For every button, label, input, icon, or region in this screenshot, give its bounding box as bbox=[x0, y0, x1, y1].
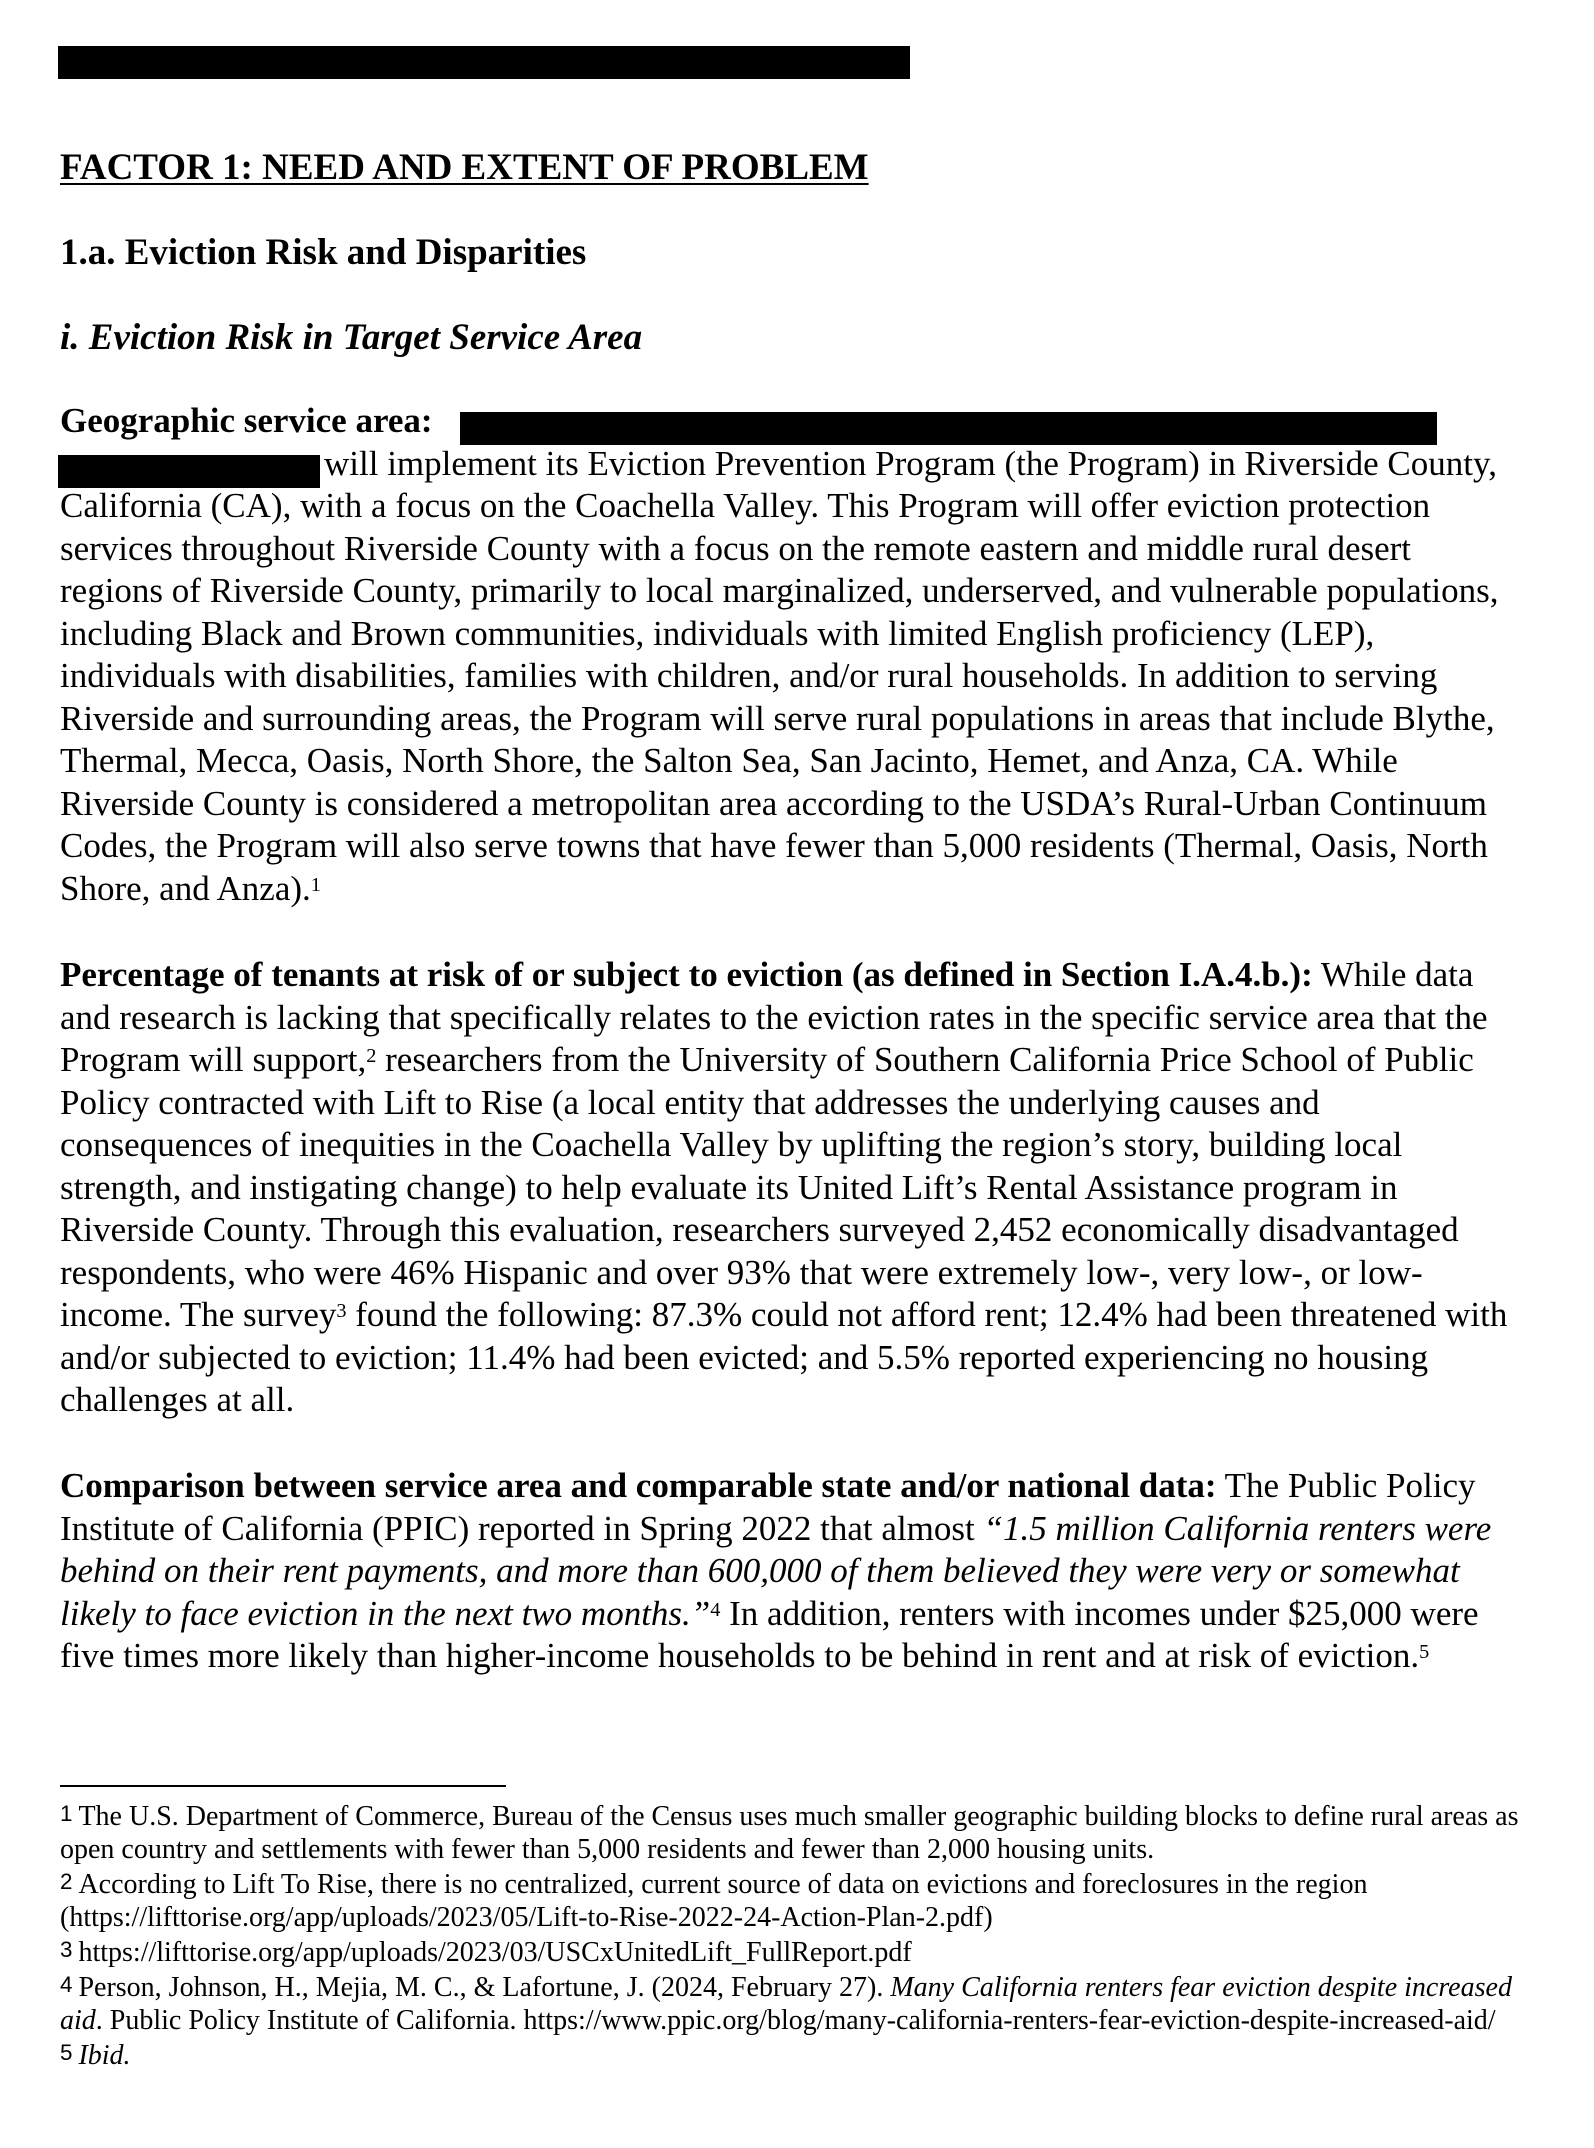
footnote-text-a: Person, Johnson, H., Mejia, M. C., & Lafortune, J. (2024, February 27). bbox=[78, 1972, 891, 2003]
comparison-text-b: In addition, renters with incomes under $25,000 were five times more likely than higher-income households to be behind in rent and at risk of eviction. bbox=[60, 1593, 1479, 1675]
subsection-heading: i. Eviction Risk in Target Service Area bbox=[60, 317, 643, 358]
redaction-bar-header bbox=[58, 46, 910, 79]
percentage-text-c: found the following: 87.3% could not afford rent; 12.4% had been threatened with and/or subjected to eviction; 11.4% had been evicted; and 5.5% reported experiencing no housing challenges at all. bbox=[60, 1295, 1508, 1419]
footnote-number: 3 bbox=[60, 1937, 73, 1962]
footnote-text: https://lifttorise.org/app/uploads/2023/03/USCxUnitedLift_FullReport.pdf bbox=[78, 1937, 912, 1968]
footnote-title: Many California renters fear eviction despite increased aid bbox=[60, 1972, 1512, 2036]
percentage-text-a: While data and research is lacking that specifically relates to the eviction rates in the specific service area that the Program will support, bbox=[60, 955, 1488, 1079]
footnote-number: 5 bbox=[60, 2040, 73, 2065]
percentage-at-risk-label: Percentage of tenants at risk of or subject to eviction (as defined in Section I.A.4.b.): bbox=[60, 955, 1313, 994]
geographic-service-area-label: Geographic service area: bbox=[60, 401, 433, 440]
percentage-at-risk-paragraph bbox=[60, 954, 1520, 1422]
footnote-ibid: Ibid. bbox=[78, 2040, 131, 2071]
ppic-quote: “1.5 million California renters were behind on their rent payments, and more than 600,000 of them believed they were very or somewhat likely to face eviction in the next two months.” bbox=[60, 1508, 1492, 1633]
factor-heading: FACTOR 1: NEED AND EXTENT OF PROBLEM bbox=[60, 147, 869, 188]
footnote-ref-3: 3 bbox=[336, 1300, 347, 1322]
footnote-1 bbox=[60, 1800, 1520, 1866]
comparison-text-a: The Public Policy Institute of California (PPIC) reported in Spring 2022 that almost bbox=[60, 1466, 1476, 1548]
footnote-text: According to Lift To Rise, there is no centralized, current source of data on evictions and foreclosures in the region (https://lifttorise.org/app/uploads/2023/05/Lift-to-Rise-2022-24-Action-Plan-2.pdf) bbox=[60, 1869, 1368, 1933]
section-heading: 1.a. Eviction Risk and Disparities bbox=[60, 232, 587, 273]
footnote-number: 4 bbox=[60, 1972, 73, 1997]
geographic-service-area-paragraph bbox=[60, 400, 1520, 910]
footnote-ref-4: 4 bbox=[710, 1598, 721, 1621]
footnote-5 bbox=[60, 2039, 1520, 2072]
footnote-ref-2: 2 bbox=[366, 1045, 377, 1067]
footnote-3 bbox=[60, 1936, 1520, 1969]
footnote-ref-5: 5 bbox=[1419, 1641, 1430, 1663]
footnote-2 bbox=[60, 1868, 1520, 1934]
footnote-4 bbox=[60, 1971, 1520, 2037]
footnote-text-b: . Public Policy Institute of California. https://www.ppic.org/blog/many-california-renters-fear-eviction-despite-increased-aid/ bbox=[95, 2005, 1496, 2036]
footnote-number: 1 bbox=[60, 1801, 73, 1826]
geographic-service-area-text: will implement its Eviction Prevention Program (the Program) in Riverside County, California (CA), with a focus on the Coachella Valley. This Program will offer eviction protection services throughout Riverside County with a focus on the remote eastern and middle rural desert regions of Riverside County, primarily to local marginalized, underserved, and vulnerable populations, including Black and Brown communities, individuals with limited English proficiency (LEP), individuals with disabilities, families with children, and/or rural households. In addition to serving Riverside and surrounding areas, the Program will serve rural populations in areas that include Blythe, Thermal, Mecca, Oasis, North Shore, the Salton Sea, San Jacinto, Hemet, and Anza, CA. While Riverside County is considered a metropolitan area according to the USDA’s Rural-Urban Continuum Codes, the Program will also serve towns that have fewer than 5,000 residents (Thermal, Oasis, North Shore, and Anza). bbox=[60, 443, 1499, 908]
redaction-spacer bbox=[60, 465, 324, 475]
percentage-text-b: researchers from the University of Southern California Price School of Public Policy contracted with Lift to Rise (a local entity that addresses the underlying causes and consequences of inequities in the Coachella Valley by uplifting the region’s story, building local strength, and instigating change) to help evaluate its United Lift’s Rental Assistance program in Riverside County. Through this evaluation, researchers surveyed 2,452 economically disadvantaged respondents, who were 46% Hispanic and over 93% that were extremely low-, very low-, or low-income. The survey bbox=[60, 1040, 1474, 1334]
comparison-label: Comparison between service area and comparable state and/or national data: bbox=[60, 1466, 1217, 1505]
comparison-paragraph bbox=[60, 1465, 1520, 1678]
footnote-separator bbox=[60, 1785, 506, 1787]
footnote-ref-1: 1 bbox=[310, 873, 321, 896]
footnote-text: The U.S. Department of Commerce, Bureau of the Census uses much smaller geographic building blocks to define rural areas as open country and settlements with fewer than 5,000 residents and fewer than 2,000 housing units. bbox=[60, 1801, 1519, 1865]
footnote-number: 2 bbox=[60, 1869, 73, 1894]
footnotes-section bbox=[60, 1800, 1520, 2074]
